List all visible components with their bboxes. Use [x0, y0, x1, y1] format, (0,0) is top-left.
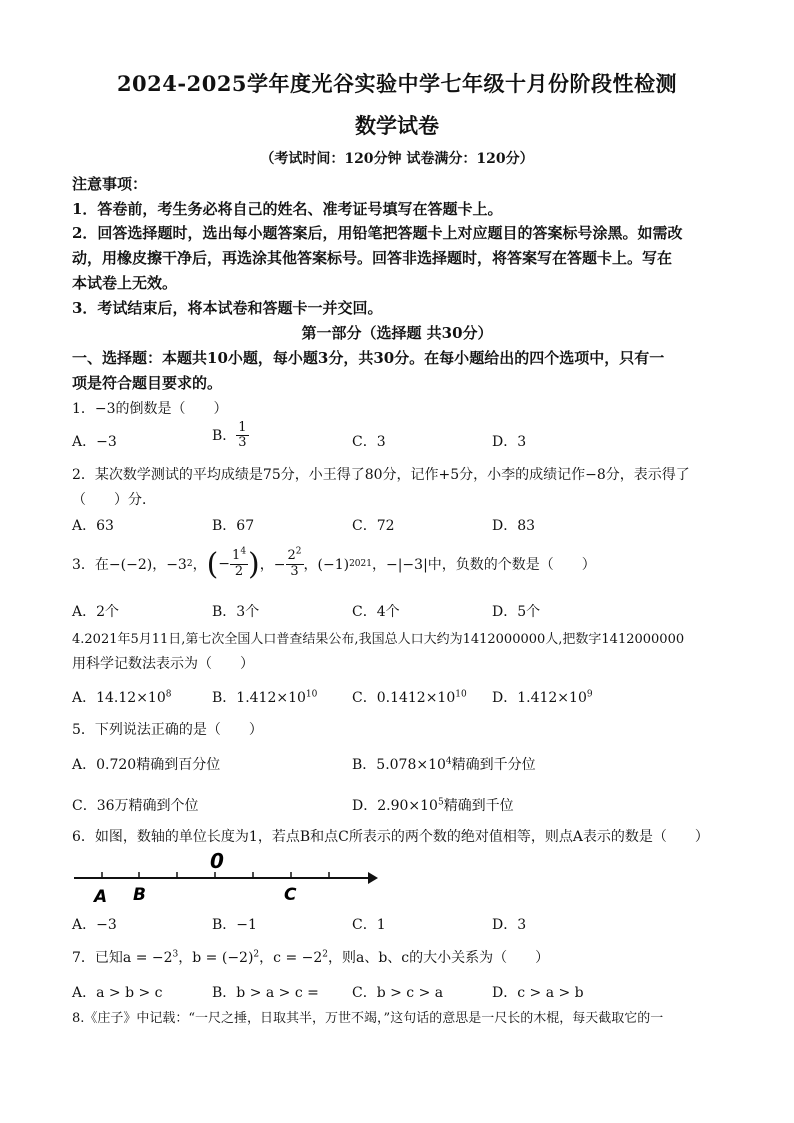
q2-option-c: C．72 — [352, 518, 395, 534]
q3-frac1-denominator: 2 — [234, 563, 244, 579]
q7-option-b: B．b > a > c = — [212, 985, 319, 1001]
q6-stem: 6．如图，数轴的单位长度为1，若点B和点C所表示的两个数的绝对值相等，则点A表示的数是（ ） — [72, 829, 709, 845]
notice-item-2-line-1: 2．回答选择题时，选出每小题答案后，用铅笔把答题卡上对应题目的答案标号涂黑。如需改 — [72, 224, 683, 242]
q1-b-numerator: 1 — [238, 420, 247, 435]
q3-part-3: ，− — [259, 557, 286, 573]
exam-title: 2024-2025学年度光谷实验中学七年级十月份阶段性检测 — [116, 71, 678, 96]
q1-option-b-prefix: B． — [212, 427, 237, 444]
q4-stem-line-2: 用科学记数法表示为（ ） — [72, 656, 254, 672]
q7-option-c: C．b > c > a — [352, 985, 444, 1001]
q5-b-exp: 4 — [445, 756, 452, 767]
q3-option-b: B．3个 — [212, 604, 260, 620]
q5-option-c: C．36万精确到个位 — [72, 798, 199, 814]
q4-option-c — [352, 687, 467, 707]
q3-frac2-denominator: 3 — [290, 563, 299, 579]
number-line-arrow — [368, 872, 378, 884]
q2-option-a: A．63 — [72, 518, 114, 534]
q3-option-a: A．2个 — [72, 604, 120, 620]
q4-b-base: B．1.412×10 — [212, 690, 306, 706]
q1-option-b-fraction — [236, 421, 248, 451]
q5-d-pre: D．2.90×10 — [352, 798, 438, 814]
notice-heading: 注意事项： — [72, 175, 148, 193]
q5-option-b — [352, 754, 536, 774]
q7-option-d: D．c > a > b — [492, 985, 584, 1001]
q7-part-4: ，则a、b、c的大小关系为（ ） — [328, 950, 550, 966]
q4-b-exp: 10 — [305, 689, 318, 700]
q3-option-c: C．4个 — [352, 604, 400, 620]
q3-frac1-numerator — [230, 546, 248, 564]
q3-frac1-num-base: 1 — [232, 548, 241, 564]
q3-frac2-num-base: 2 — [287, 548, 296, 564]
q1-stem: 1．−3的倒数是（ ） — [72, 401, 228, 417]
q6-option-a: A．−3 — [72, 917, 117, 933]
q1-option-d: D．3 — [492, 434, 527, 450]
q3-frac2-num-exp: 2 — [295, 546, 302, 557]
q3-option-d: D．5个 — [492, 604, 541, 620]
q7-stem — [72, 947, 549, 967]
q3-frac2-numerator — [286, 546, 304, 564]
q3-fraction-2 — [286, 546, 304, 579]
q4-a-exp: 8 — [165, 689, 172, 700]
notice-item-3: 3．考试结束后，将本试卷和答题卡一并交回。 — [72, 299, 383, 317]
point-c-label: C — [284, 885, 297, 905]
q3-part-5: ，−|−3|中，负数的个数是（ ） — [371, 557, 596, 573]
q5-option-d — [352, 795, 514, 815]
q6-option-d: D．3 — [492, 917, 527, 933]
q7-part-1: 7．已知a = −2 — [72, 950, 173, 966]
q1-b-denominator: 3 — [238, 435, 247, 451]
q4-option-b — [212, 687, 317, 707]
q3-open-paren: ( — [206, 546, 219, 582]
q5-stem: 5．下列说法正确的是（ ） — [72, 722, 263, 738]
q3-close-paren: ) — [248, 546, 260, 582]
exam-subtitle: 数学试卷 — [355, 113, 439, 138]
q3-minus: − — [218, 556, 231, 572]
q1-option-c: C．3 — [352, 434, 386, 450]
origin-label: 0 — [210, 849, 224, 873]
q3-frac1-num-exp: 4 — [240, 546, 247, 557]
q3-stem: 3．在−(−2)，−3 2 ， ( − $\frac{1^4}{2}$ ) ，− $\frac{2^2}{3}$ ，(−1) 2021 ，−|−3|中，负数的个数是（ ） — [72, 546, 596, 582]
q4-a-base: A．14.12×10 — [72, 690, 166, 706]
q2-option-b: B．67 — [212, 518, 255, 534]
q4-c-base: C．0.1412×10 — [352, 690, 456, 706]
q1-option-b — [212, 421, 249, 451]
q4-option-a — [72, 687, 171, 707]
q8-stem-line-1: 8.《庄子》中记载：“一尺之捶，日取其半，万世不竭，”这句话的意思是一尺长的木棍，每天截取它的一 — [72, 1011, 664, 1026]
q7-part-2: ，b = (−2) — [178, 950, 254, 966]
q4-stem-line-1: 4.2021年5月11日,第七次全国人口普查结果公布,我国总人口大约为1412000000人,把数字1412000000 — [72, 632, 685, 647]
q4-d-base: D．1.412×10 — [492, 690, 587, 706]
point-a-label: A — [94, 887, 108, 907]
q2-stem-line-1: 2．某次数学测试的平均成绩是75分，小王得了80分，记作+5分，小李的成绩记作−8分，表示得了 — [72, 467, 690, 483]
exam-info: （考试时间：120分钟 试卷满分：120分） — [260, 151, 534, 167]
q3-part-4: ，(−1) — [303, 557, 350, 573]
q5-b-pre: B．5.078×10 — [352, 757, 446, 773]
q4-option-d — [492, 687, 593, 707]
q7-option-a: A．a > b > c — [72, 985, 163, 1001]
point-b-label: B — [133, 885, 146, 905]
q5-d-exp: 5 — [437, 797, 444, 808]
section-instructions-line-1: 一、选择题：本题共10小题，每小题3分，共30分。在每小题给出的四个选项中，只有一 — [72, 349, 665, 367]
notice-item-1: 1．答卷前，考生务必将自己的姓名、准考证号填写在答题卡上。 — [72, 200, 503, 218]
q1-option-a: A．−3 — [72, 434, 117, 450]
q3-fraction-1 — [230, 546, 248, 579]
q7-exp-1: 3 — [172, 949, 179, 960]
number-line-figure — [72, 848, 382, 908]
q7-exp-2: 2 — [253, 949, 260, 960]
q4-d-exp: 9 — [586, 689, 593, 700]
section-instructions-line-2: 项是符合题目要求的。 — [72, 374, 223, 392]
q2-stem-line-2: （ ）分． — [72, 492, 156, 508]
notice-item-2-line-3: 本试卷上无效。 — [72, 274, 178, 292]
q4-c-exp: 10 — [455, 689, 467, 700]
part1-heading: 第一部分（选择题 共30分） — [301, 324, 493, 342]
q3-part-1: 3．在−(−2)，−3 — [72, 557, 187, 573]
q6-option-b: B．−1 — [212, 917, 257, 933]
q5-d-post: 精确到千位 — [443, 798, 514, 814]
q6-option-c: C．1 — [352, 917, 386, 933]
q5-b-post: 精确到千分位 — [451, 757, 536, 773]
q7-part-3: ，c = −2 — [259, 950, 323, 966]
notice-item-2-line-2: 动，用橡皮擦干净后，再选涂其他答案标号。回答非选择题时，将答案写在答题卡上。写在 — [72, 249, 673, 267]
q2-option-d: D．83 — [492, 518, 536, 534]
q7-exp-3: 2 — [322, 949, 328, 960]
q5-option-a: A．0.720精确到百分位 — [72, 757, 221, 773]
q3-part-2: ， — [192, 557, 207, 573]
